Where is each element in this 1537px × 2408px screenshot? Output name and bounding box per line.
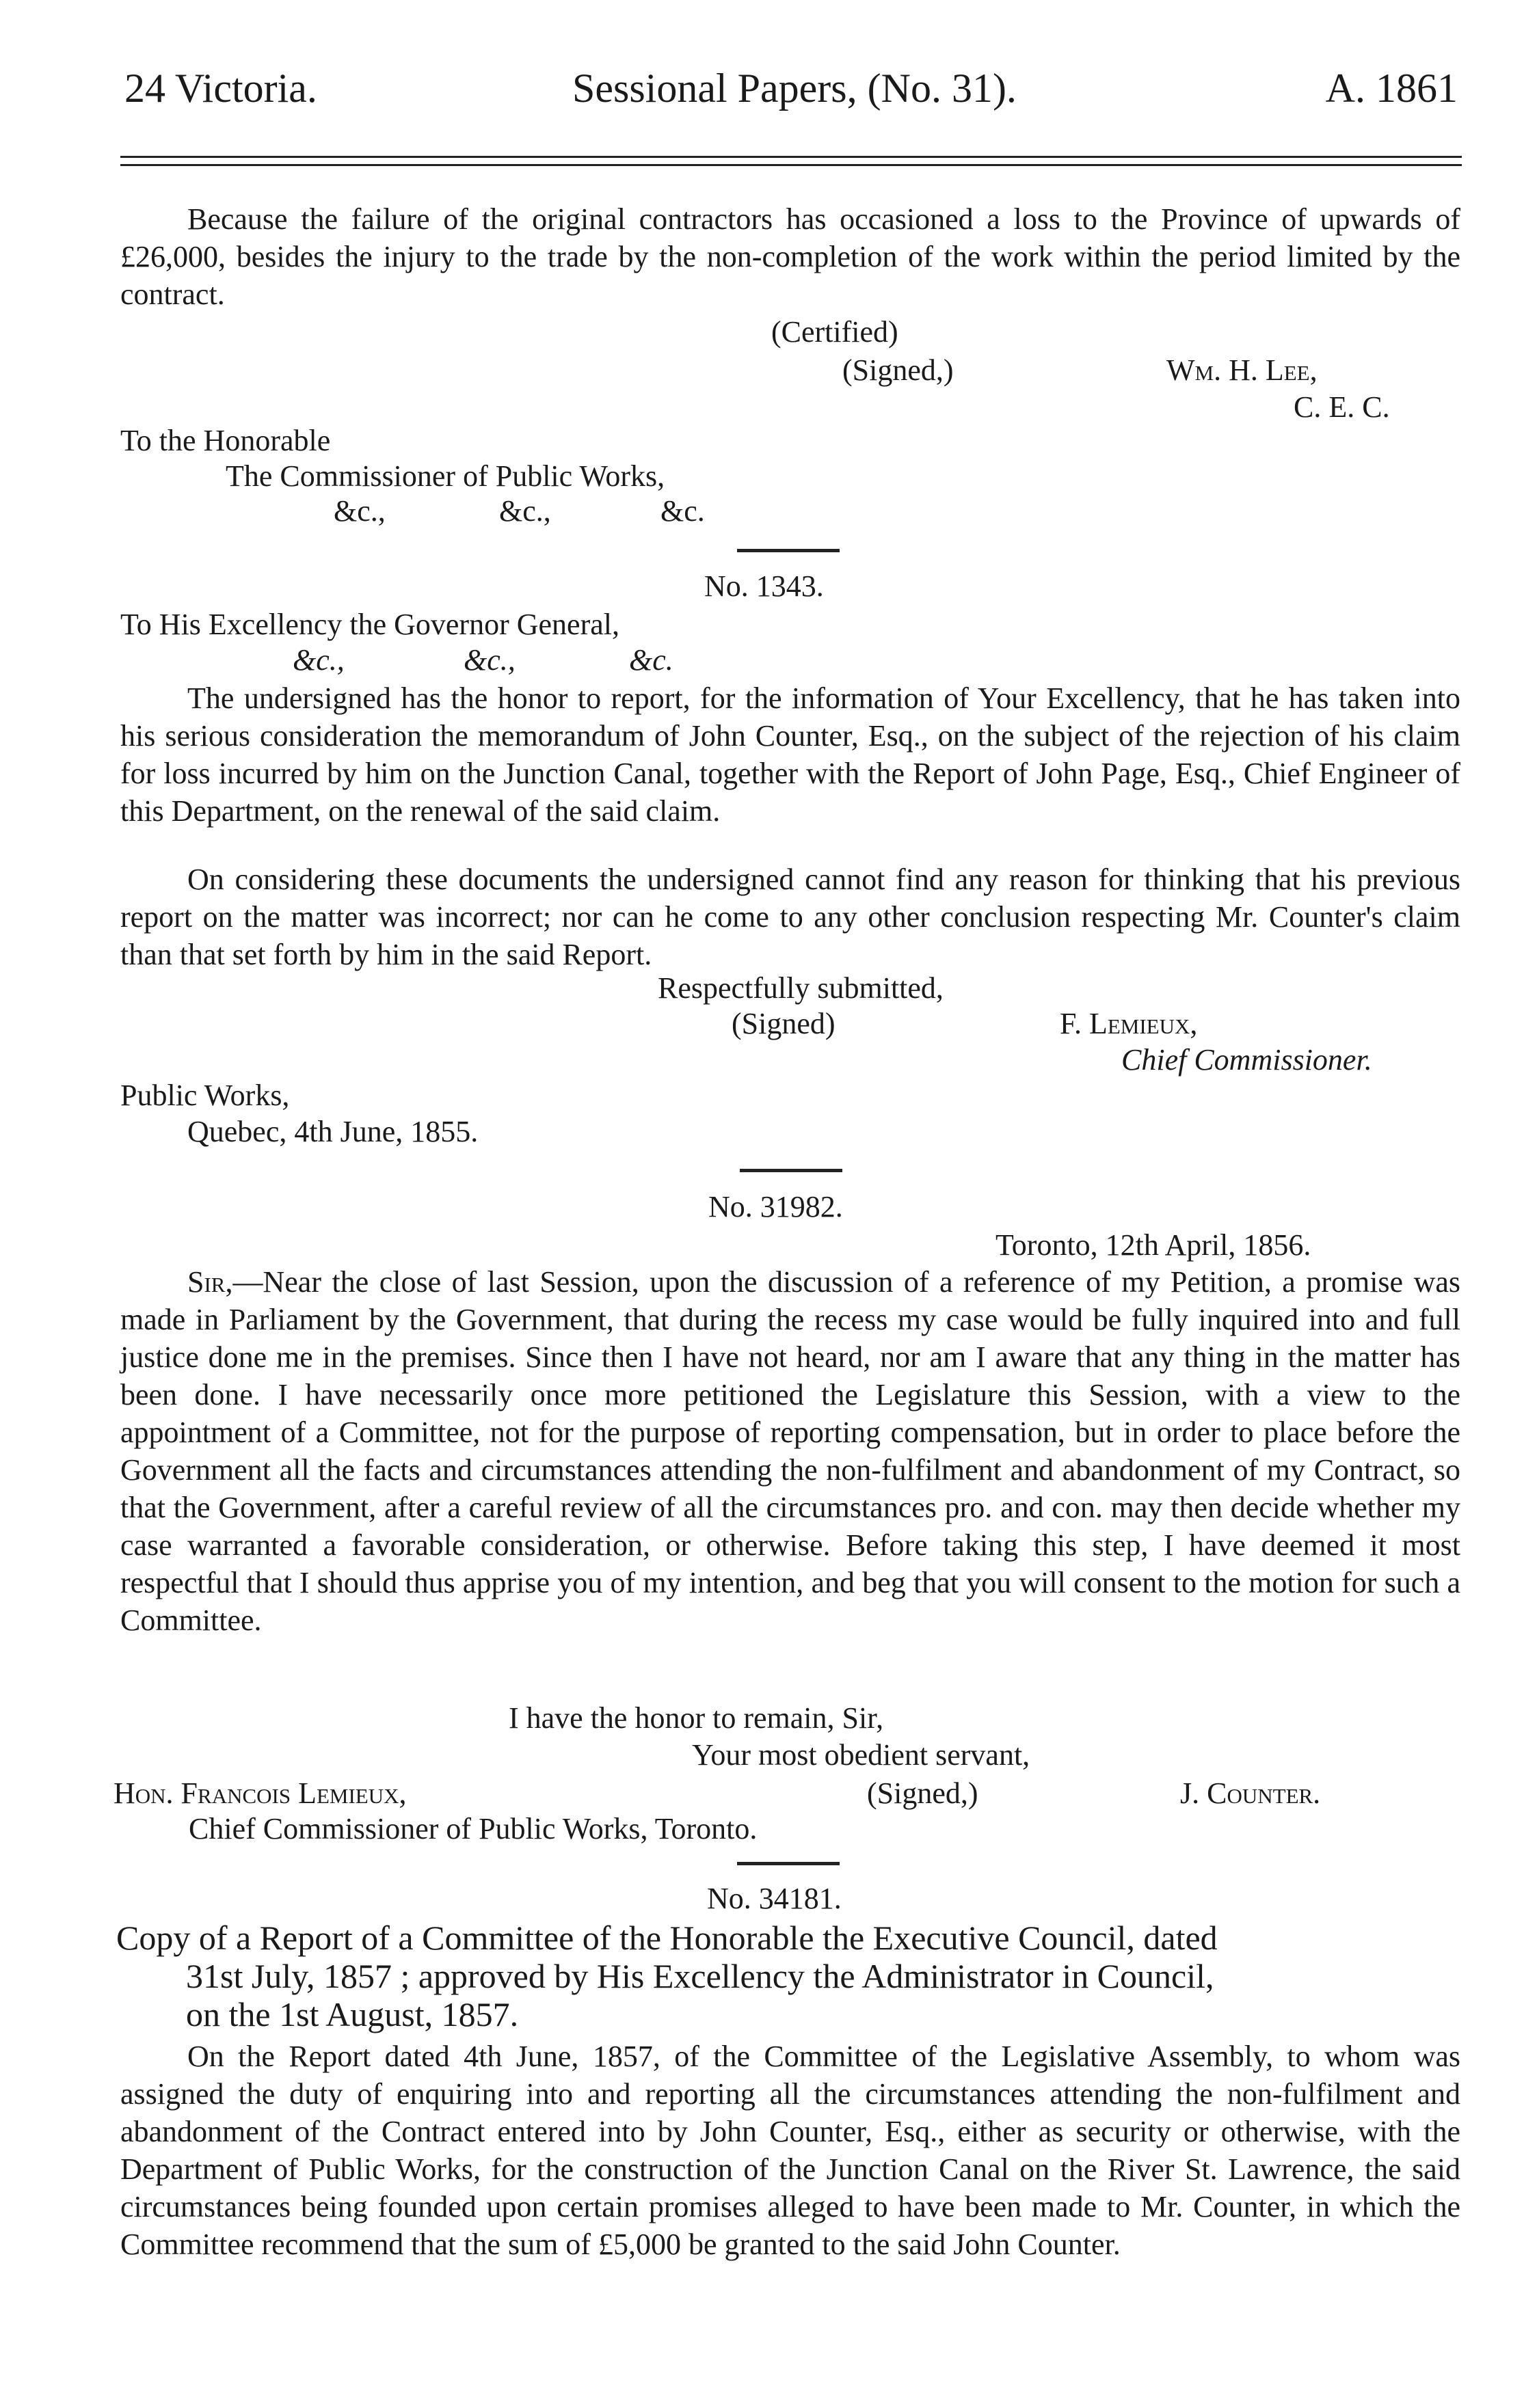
section1-etc-1: &c., — [334, 494, 386, 528]
section4-title-line3: on the 1st August, 1857. — [186, 1995, 519, 2033]
section1-signer-name: Wm. H. Lee, — [1166, 353, 1318, 387]
separator-rule-3 — [737, 1862, 840, 1865]
section3-letter — [120, 1263, 1460, 1639]
section2-signer-name: F. Lemieux, — [1060, 1007, 1198, 1040]
section1-body: Because the failure of the original contractors has occasioned a loss to the Province of upwards of £26,000, besides the injury to the trade by the non-completion of the work within the period limited by the contract. — [120, 202, 1460, 311]
section1-certified: (Certified) — [771, 315, 898, 349]
section3-signed-label: (Signed,) — [867, 1776, 978, 1810]
section2-etc-2: &c., — [464, 643, 516, 677]
section2-place-line2: Quebec, 4th June, 1855. — [187, 1115, 479, 1148]
section4-body: On the Report dated 4th June, 1857, of the Committee of the Legislative Assembly, to whom was assigned the duty of enquiring into and reporting all the circumstances attending the non-fulfilment and abandonment of the Contract entered into by John Counter, Esq., either as security or otherwise, with the Department of Public Works, for the construction of the Junction Canal on the River St. Lawrence, the said circumstances being founded upon certain promises alleged to have been made to Mr. Counter, in which the Committee recommend that the sum of £5,000 be granted to the said John Counter. — [120, 2040, 1460, 2261]
separator-rule-2 — [740, 1169, 842, 1172]
section3-salutation: Sir, — [187, 1265, 233, 1299]
header-rule-bottom — [120, 164, 1462, 166]
section1-signer-title: C. E. C. — [1294, 390, 1390, 424]
header-sessional-papers: Sessional Papers, (No. 31). — [572, 66, 1017, 111]
section2-signed-label: (Signed) — [732, 1007, 836, 1040]
section3-closing-line1: I have the honor to remain, Sir, — [509, 1701, 884, 1735]
section4-number: No. 34181. — [707, 1882, 842, 1915]
section2-number: No. 1343. — [704, 569, 824, 603]
section2-closing: Respectfully submitted, — [658, 971, 944, 1005]
header-year: A. 1861 — [1325, 66, 1458, 111]
section1-etc-3: &c. — [660, 494, 705, 528]
running-header — [124, 65, 1458, 120]
section1-addressee-line2: The Commissioner of Public Works, — [226, 459, 665, 493]
section4-title-line2: 31st July, 1857 ; approved by His Excellency the Administrator in Council, — [186, 1957, 1214, 1995]
section2-para1: The undersigned has the honor to report, for the information of Your Excellency, that he has taken into his serious consideration the memorandum of John Counter, Esq., on the subject of the rejection of his claim for loss incurred by him on the Junction Canal, together with the Report of John Page, Esq., Chief Engineer of this Department, on the renewal of the said claim. — [120, 681, 1460, 828]
section3-addressee: Hon. Francois Lemieux, — [113, 1776, 407, 1810]
section2-signer-title: Chief Commissioner. — [1121, 1043, 1372, 1077]
header-regnal-year: 24 Victoria. — [124, 66, 317, 111]
section2-para2: On considering these documents the undersigned cannot find any reason for thinking that his previous report on the matter was incorrect; nor can he come to any other conclusion respecting Mr. Counter's claim than that set forth by him in the said Report. — [120, 863, 1460, 971]
section1-etc-2: &c., — [499, 494, 551, 528]
section2-etc-3: &c. — [629, 643, 673, 677]
section1-signed-label: (Signed,) — [842, 353, 954, 387]
section2-place-line1: Public Works, — [120, 1079, 290, 1112]
section2-addressee: To His Excellency the Governor General, — [120, 608, 619, 641]
separator-rule-1 — [737, 549, 840, 552]
section3-signer-name: J. Counter. — [1180, 1776, 1321, 1810]
section3-dateline: Toronto, 12th April, 1856. — [995, 1228, 1311, 1262]
section3-closing-line2: Your most obedient servant, — [692, 1738, 1030, 1772]
header-rule-top — [120, 156, 1462, 158]
section3-body: —Near the close of last Session, upon the discussion of a reference of my Petition, a promise was made in Parliament by the Government, that during the recess my case would be fully inquired into and full justice done me in the premises. Since then I have not heard, nor am I aware that any thing in the matter has been done. I have necessarily once more petitioned the Legislature this Session, with a view to the appointment of a Committee, not for the purpose of reporting compensation, but in order to place before the Government all the facts and circumstances attending the non-fulfilment and abandonment of my Contract, so that the Government, after a careful review of all the circumstances pro. and con. may then decide whether my case warranted a favorable consideration, or otherwise. Before taking this step, I have deemed it most respectful that I should thus apprise you of my intention, and beg that you will consent to the motion for such a Committee. — [120, 1265, 1460, 1637]
section3-number: No. 31982. — [708, 1190, 843, 1223]
section3-addressee-title: Chief Commissioner of Public Works, Toronto. — [189, 1812, 758, 1845]
section2-etc-1: &c., — [293, 643, 345, 677]
section4-title-line1: Copy of a Report of a Committee of the Honorable the Executive Council, dated — [116, 1919, 1218, 1957]
section1-addressee-line1: To the Honorable — [120, 424, 331, 457]
